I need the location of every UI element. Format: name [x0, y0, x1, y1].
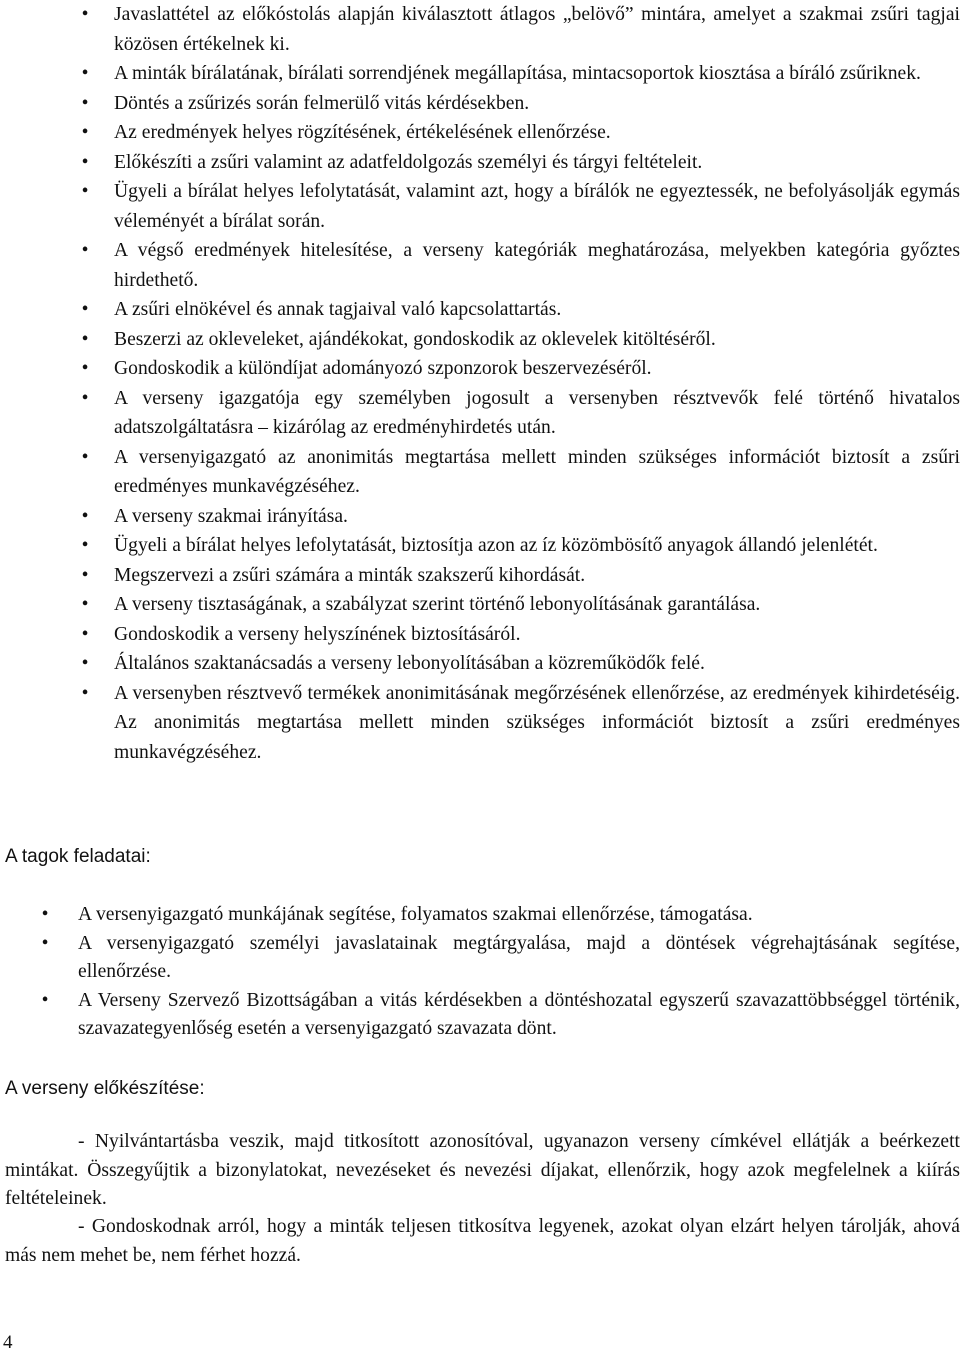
- bullet-icon: •: [81, 594, 89, 615]
- members-heading: A tagok feladatai:: [5, 846, 151, 867]
- bullet-icon: •: [81, 653, 89, 674]
- bullet-icon: •: [81, 505, 89, 527]
- list-item: • A verseny igazgatója egy személyben jogosult a versenyben résztvevők felé történő hivatalos adatszolgáltatásra – kizárólag az eredményhirdetés után.: [0, 384, 960, 443]
- list-item: • Előkészíti a zsűri valamint az adatfeldolgozás személyi és tárgyi feltételeit.: [0, 148, 960, 178]
- prep-paragraph: - Gondoskodnak arról, hogy a minták teljesen titkosítva legyenek, azokat olyan elzárt helyen tárolják, ahová más nem mehet be, nem férhet hozzá.: [5, 1216, 960, 1266]
- bullet-icon: •: [81, 4, 89, 25]
- bullet-icon: •: [81, 151, 89, 173]
- list-item: • A versenyigazgató az anonimitás megtartása mellett minden szükséges információt biztosít a zsűri eredményes munkavégzéséhez.: [0, 443, 960, 502]
- list-item: • A zsűri elnökével és annak tagjaival való kapcsolattartás.: [0, 295, 960, 325]
- list-item: • A verseny tisztaságának, a szabályzat szerint történő lebonyolításának garantálása.: [0, 590, 960, 620]
- members-tasks-list: [0, 901, 960, 1044]
- bullet-icon: •: [81, 682, 89, 704]
- bullet-icon: •: [81, 358, 89, 379]
- bullet-icon: •: [81, 181, 89, 202]
- bullet-icon: •: [81, 299, 89, 320]
- list-item: • Gondoskodik a különdíjat adományozó szponzorok beszervezéséről.: [0, 354, 960, 384]
- page-number: 4: [3, 1332, 13, 1353]
- bullet-icon: •: [81, 564, 89, 586]
- bullet-icon: •: [81, 387, 89, 409]
- list-item: • A versenyben résztvevő termékek anonimitásának megőrzésének ellenőrzése, az eredmények kihirdetéséig. Az anonimitás megtartása mellett minden szükséges információt biztosít a zsűri eredményes munkavégzéséhez.: [0, 679, 960, 768]
- bullet-icon: •: [81, 92, 89, 114]
- bullet-icon: •: [81, 623, 89, 645]
- list-item: • Gondoskodik a verseny helyszínének biztosításáról.: [0, 620, 960, 650]
- list-item: • A versenyigazgató személyi javaslatainak megtárgyalása, majd a döntések végrehajtásának segítése, ellenőrzése.: [0, 930, 960, 987]
- prep-paragraph: - Nyilvántartásba veszik, majd titkosított azonosítóval, ugyanazon verseny címkével ellátják a beérkezett mintákat. Összegyűjtik a bizonylatokat, nevezéseket és nevezési díjakat, ellenőrzik, hogy azok megfelelnek a kiírás feltételeinek.: [5, 1131, 960, 1209]
- bullet-icon: •: [81, 240, 89, 261]
- bullet-icon: •: [41, 932, 49, 954]
- bullet-icon: •: [41, 989, 49, 1011]
- list-item: • Beszerzi az okleveleket, ajándékokat, gondoskodik az oklevelek kitöltéséről.: [0, 325, 960, 355]
- list-item: • Megszervezi a zsűri számára a minták szakszerű kihordását.: [0, 561, 960, 591]
- bullet-icon: •: [81, 446, 89, 468]
- list-item: • A verseny szakmai irányítása.: [0, 502, 960, 532]
- list-item: • Általános szaktanácsadás a verseny lebonyolításában a közreműködők felé.: [0, 649, 960, 679]
- bullet-icon: •: [41, 904, 49, 925]
- bullet-icon: •: [81, 122, 89, 143]
- list-item: • A végső eredmények hitelesítése, a verseny kategóriák meghatározása, melyekben kategória győztes hirdethető.: [0, 236, 960, 295]
- list-item: • Javaslattétel az előkóstolás alapján kiválasztott átlagos „belövő” mintára, amelyet a szakmai zsűri tagjai közösen értékelnek ki.: [0, 0, 960, 59]
- list-item: • Ügyeli a bírálat helyes lefolytatását, biztosítja azon az íz közömbösítő anyagok állandó jelenlétét.: [0, 531, 960, 561]
- bullet-icon: •: [81, 328, 89, 350]
- list-item: • Döntés a zsűrizés során felmerülő vitás kérdésekben.: [0, 89, 960, 119]
- list-item: • A versenyigazgató munkájának segítése, folyamatos szakmai ellenőrzése, támogatása.: [0, 901, 960, 930]
- list-item: • Az eredmények helyes rögzítésének, értékelésének ellenőrzése.: [0, 118, 960, 148]
- list-item: • A Verseny Szervező Bizottságában a vitás kérdésekben a döntéshozatal egyszerű szavazattöbbséggel történik, szavazategyenlőség esetén a versenyigazgató szavazata dönt.: [0, 987, 960, 1044]
- bullet-icon: •: [81, 63, 89, 84]
- list-item: • A minták bírálatának, bírálati sorrendjének megállapítása, mintacsoportok kiosztása a bíráló zsűriknek.: [0, 59, 960, 89]
- list-item: • Ügyeli a bírálat helyes lefolytatását, valamint azt, hogy a bírálók ne egyeztessék, ne befolyásolják egymás véleményét a bírálat során.: [0, 177, 960, 236]
- bullet-icon: •: [81, 535, 89, 556]
- prep-heading: A verseny előkészítése:: [5, 1078, 205, 1099]
